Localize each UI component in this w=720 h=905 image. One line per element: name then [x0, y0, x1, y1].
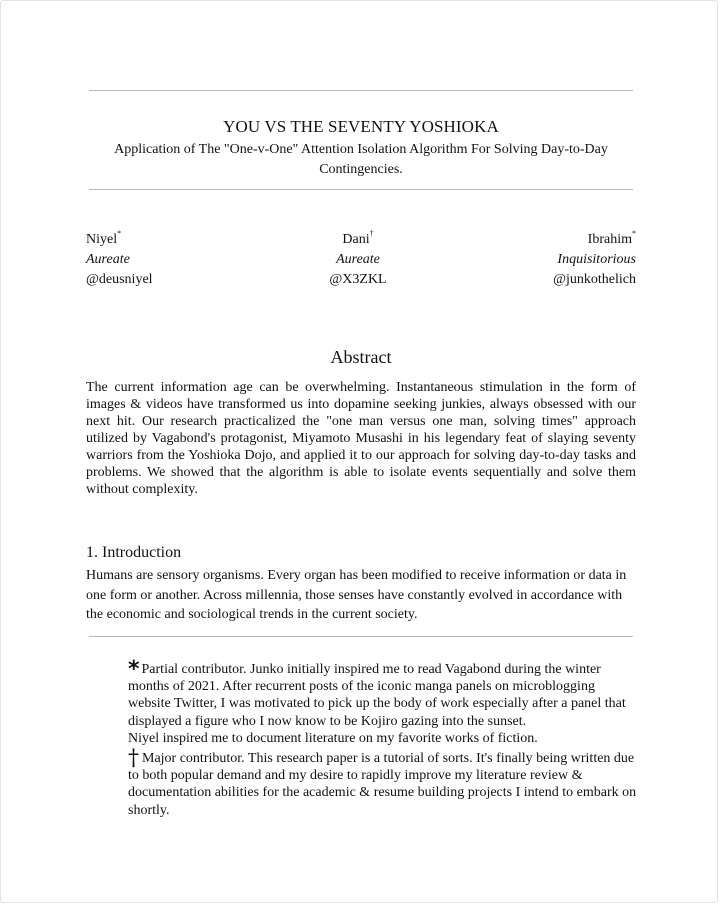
author-mark: *	[117, 229, 122, 239]
author-name: Niyel*	[86, 229, 122, 247]
top-rule	[89, 90, 633, 91]
author-handle: @junkothelich	[553, 272, 636, 287]
footnotes	[128, 657, 638, 822]
author-handle: @X3ZKL	[329, 272, 387, 287]
footnote-text: Partial contributor. Junko initially inspired me to read Vagabond during the winter months of 2021. After recurrent posts of the iconic manga panels on microblogging website Twitter, I was motivated to pick up the body of work especially after a panel that displayed a figure who I now know to be Kojiro gazing into the sunset.	[128, 662, 626, 729]
title-bottom-rule	[89, 189, 633, 190]
author-block-niyel	[86, 230, 216, 290]
author-mark: †	[369, 229, 374, 239]
author-affiliation: Inquisitorious	[557, 252, 636, 267]
introduction-text: Humans are sensory organisms. Every organ has been modified to receive information or data in one form or another. Across millennia, those senses have constantly evolved in accordance with the economic and sociological trends in the current society.	[86, 568, 627, 622]
footnote-text: Major contributor. This research paper is a tutorial of sorts. It's finally being written due to both popular demand and my desire to rapidly improve my literature review & documentation abilities for the academic & resume building projects I intend to embark on shortly.	[128, 751, 637, 818]
footnote-major-contributor	[128, 746, 638, 819]
footnote-rule	[89, 636, 633, 637]
abstract-heading: Abstract	[330, 347, 392, 367]
footnote-extra-text: Niyel inspired me to document literature on my favorite works of fiction.	[128, 730, 538, 746]
footnote-mark: *	[128, 657, 140, 682]
introduction-heading: 1. Introduction	[86, 544, 182, 561]
author-affiliation: Aureate	[336, 252, 380, 267]
paper-subtitle: Application of The "One-v-One" Attention Isolation Algorithm For Solving Day-to-Day Contingencies.	[114, 142, 608, 177]
author-affiliation: Aureate	[86, 252, 130, 267]
abstract-text: The current information age can be overwhelming. Instantaneous stimulation in the form of images & videos have transformed us into dopamine seeking junkies, always obsessed with our next hit. Our research practicalized the "one man versus one man, solving times" approach utilized by Vagabond's protagonist, Miyamoto Musashi in his legendary feat of slaying seventy warriors from the Yoshioka Dojo, and applied it to our approach for solving day-to-day tasks and problems. We showed that the algorithm is able to isolate events sequentially and solve them without complexity.	[86, 380, 636, 497]
author-handle: @deusniyel	[86, 272, 153, 287]
footnote-partial-contributor	[128, 657, 638, 747]
author-mark: *	[632, 229, 636, 239]
author-block-dani	[293, 230, 423, 290]
author-block-ibrahim	[506, 230, 636, 290]
author-name: Ibrahim*	[587, 229, 636, 247]
paper-title: YOU VS THE SEVENTY YOSHIOKA	[223, 117, 499, 136]
footnote-mark: †	[128, 746, 139, 772]
author-name: Dani†	[342, 229, 374, 247]
